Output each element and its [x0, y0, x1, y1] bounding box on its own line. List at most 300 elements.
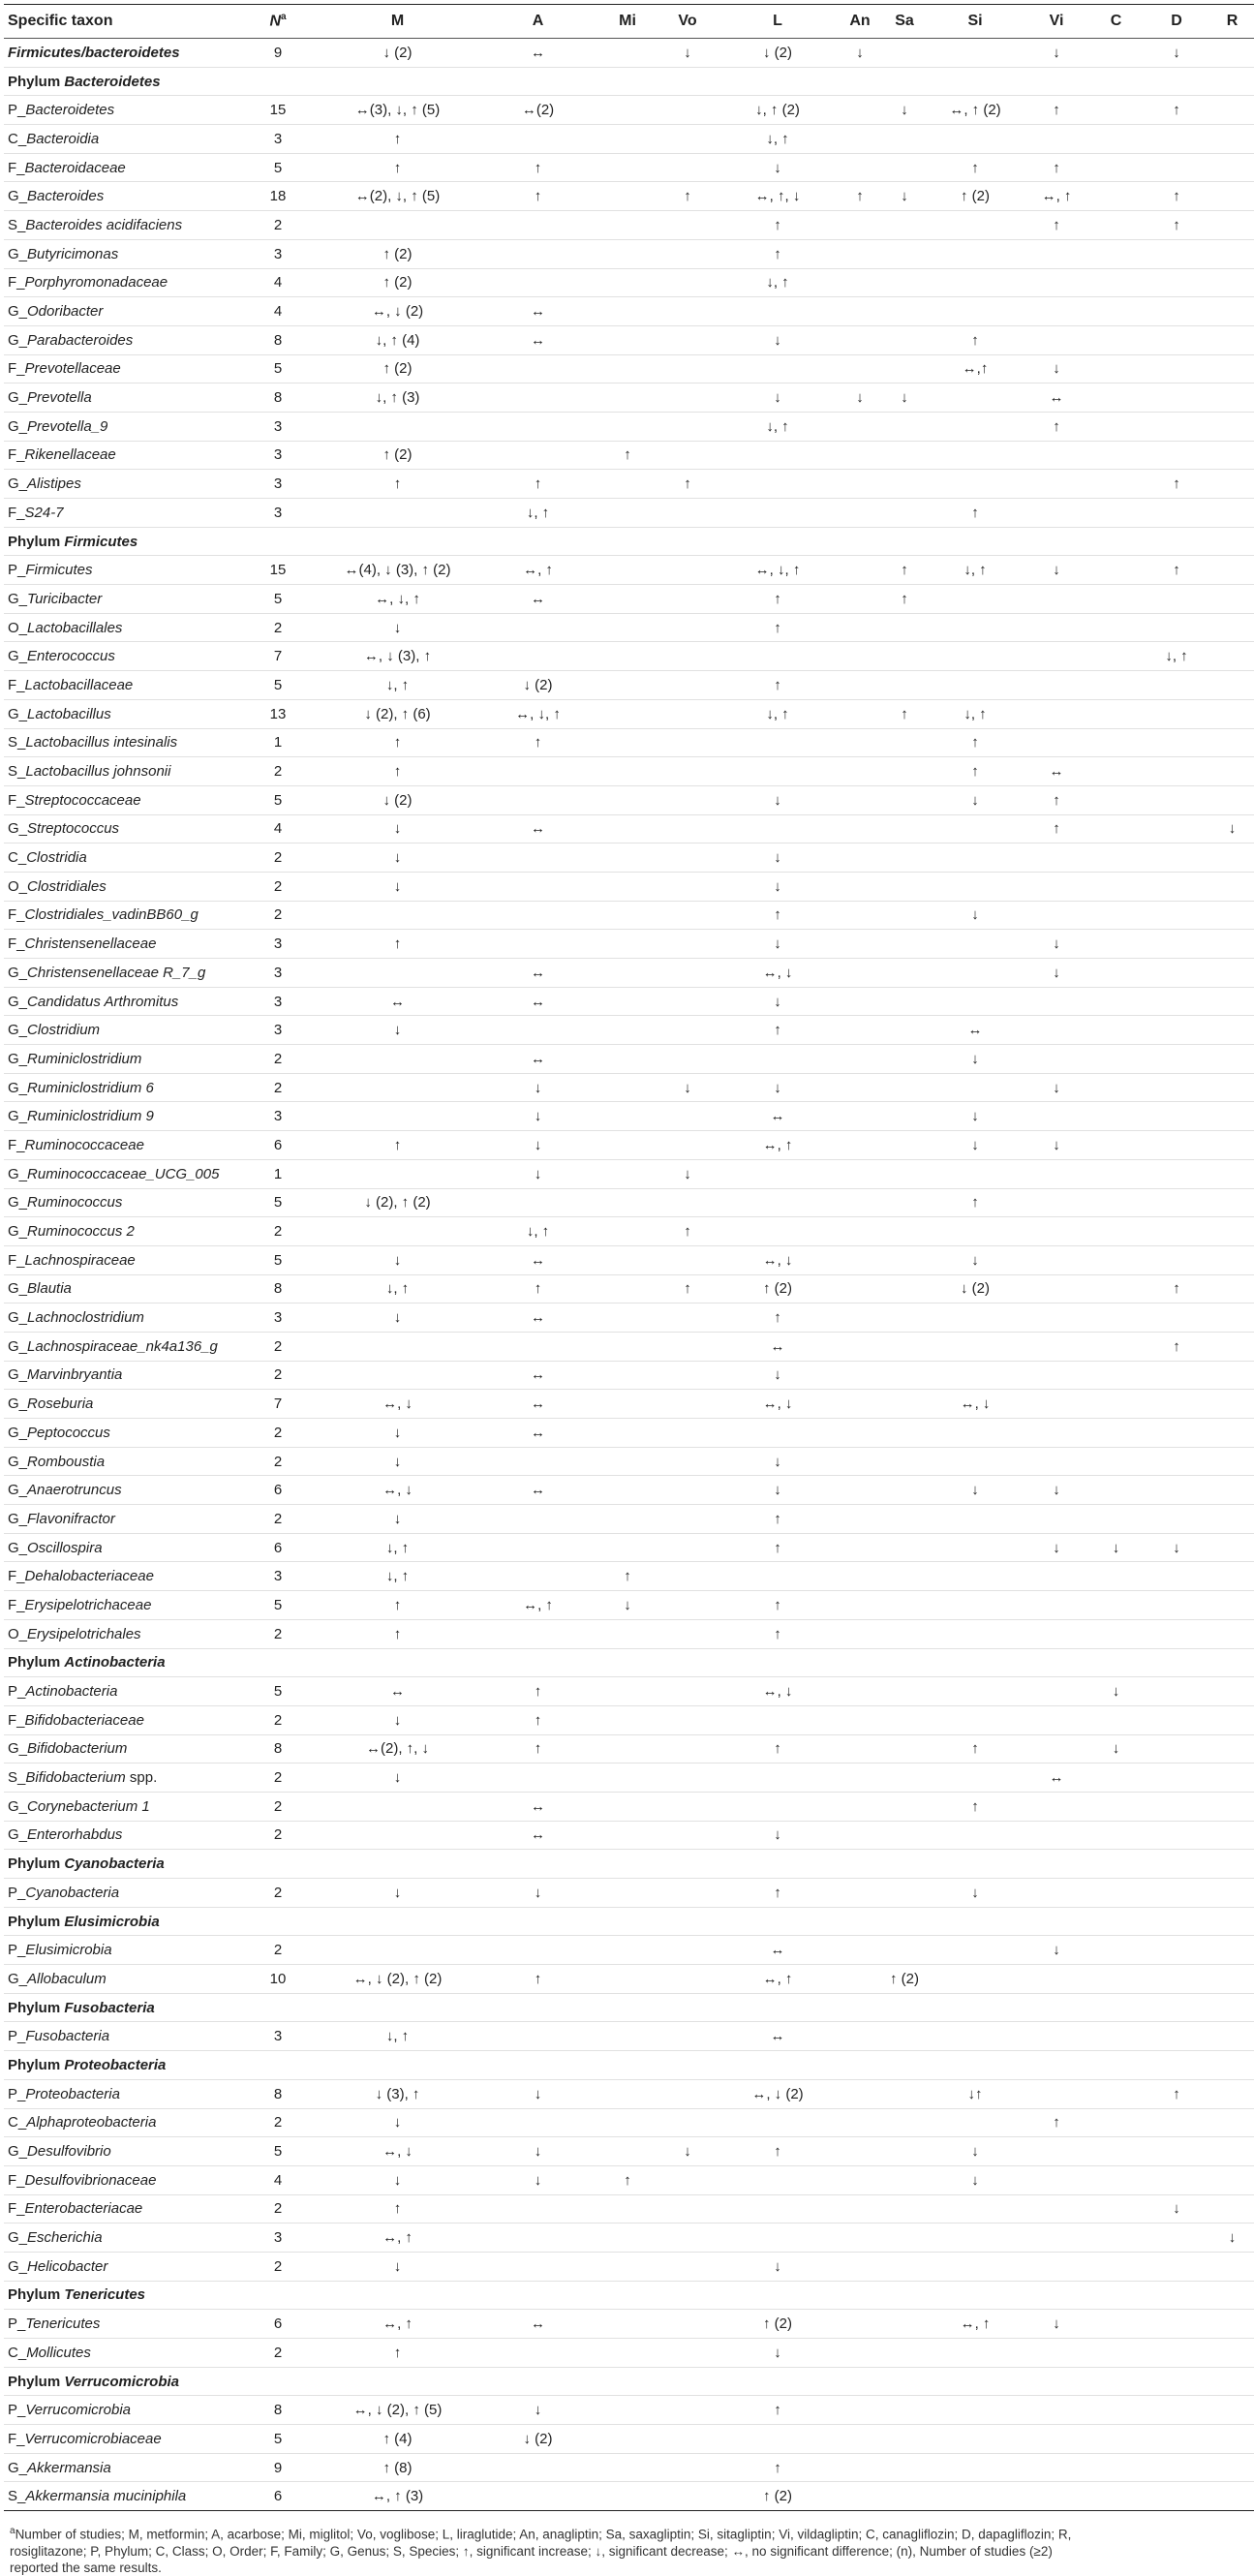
taxon-prefix: F_ [8, 2200, 25, 2218]
effect-cell-sa [882, 2223, 927, 2253]
effect-cell-d [1143, 1705, 1210, 1734]
phylum-name [4, 1907, 239, 1936]
effect-cell-m [317, 1936, 478, 1965]
effect-cell-sa [882, 1763, 927, 1793]
col-header-c: C [1089, 5, 1143, 39]
effect-cell-l: ↓, ↑ [718, 412, 838, 441]
effect-cell-l: ↓, ↑ [718, 125, 838, 154]
effect-cell-mi [597, 96, 658, 125]
taxon-prefix: G_ [8, 1395, 28, 1413]
effect-cell-si: ↑ [927, 1734, 1024, 1763]
effect-cell-a: ↔ [478, 1390, 597, 1419]
effect-cell-vi: ↑ [1024, 785, 1089, 814]
taxon-label: Lachnospiraceae [24, 1251, 136, 1269]
effect-cell-mi [597, 1734, 658, 1763]
effect-cell-sa [882, 2396, 927, 2425]
taxon-label: Ruminiclostridium 9 [27, 1108, 154, 1125]
taxon-prefix: O_ [8, 619, 28, 636]
phylum-name [4, 2367, 239, 2396]
effect-cell-vo [658, 125, 718, 154]
effect-cell-mi [597, 1102, 658, 1131]
col-header-r: R [1210, 5, 1254, 39]
effect-cell-c [1089, 728, 1143, 757]
effect-cell-vo [658, 814, 718, 843]
taxon-name [4, 412, 239, 441]
effect-cell-l [718, 1763, 838, 1793]
effect-cell-si [927, 383, 1024, 413]
effect-cell-an [838, 1879, 882, 1908]
effect-cell-r [1210, 1763, 1254, 1793]
effect-cell-vo [658, 441, 718, 470]
effect-cell-sa [882, 1045, 927, 1074]
effect-cell-mi [597, 383, 658, 413]
effect-cell-vo [658, 2194, 718, 2223]
taxon-prefix: G_ [8, 1022, 28, 1039]
effect-cell-a: ↓ [478, 2396, 597, 2425]
table-row [4, 2310, 1254, 2339]
phylum-header-row [4, 2281, 1254, 2310]
effect-cell-vi [1024, 1245, 1089, 1274]
effect-cell-l: ↑ [718, 2453, 838, 2482]
effect-cell-l: ↑ (2) [718, 2482, 838, 2511]
effect-cell-mi: ↓ [597, 1591, 658, 1620]
table-row [4, 1879, 1254, 1908]
effect-cell-m: ↑ [317, 757, 478, 786]
effect-cell-vi [1024, 1562, 1089, 1591]
effect-cell-a: ↔ [478, 1792, 597, 1821]
effect-cell-mi [597, 1419, 658, 1448]
effect-cell-l: ↑ [718, 901, 838, 930]
effect-cell-d [1143, 1936, 1210, 1965]
effect-cell-d [1143, 2425, 1210, 2454]
study-count-cell: 8 [239, 1734, 317, 1763]
effect-cell-sa [882, 2425, 927, 2454]
effect-cell-a [478, 843, 597, 873]
effect-cell-a [478, 2339, 597, 2368]
study-count-cell: 5 [239, 1245, 317, 1274]
taxon-label: Streptococcus [27, 820, 120, 838]
effect-cell-an [838, 1274, 882, 1303]
taxon-name [4, 785, 239, 814]
effect-cell-vi [1024, 1792, 1089, 1821]
effect-cell-vi [1024, 1879, 1089, 1908]
effect-cell-vi [1024, 499, 1089, 528]
effect-cell-sa [882, 354, 927, 383]
table-row [4, 901, 1254, 930]
effect-cell-m: ↓, ↑ (4) [317, 325, 478, 354]
effect-cell-si [927, 987, 1024, 1016]
effect-cell-si [927, 2252, 1024, 2281]
effect-cell-mi [597, 1332, 658, 1361]
effect-cell-a [478, 354, 597, 383]
effect-cell-d [1143, 959, 1210, 988]
effect-cell-si [927, 2396, 1024, 2425]
effect-cell-c [1089, 843, 1143, 873]
effect-cell-a: ↔ [478, 1245, 597, 1274]
table-row [4, 1591, 1254, 1620]
effect-cell-m: ↓, ↑ (3) [317, 383, 478, 413]
effect-cell-mi [597, 1188, 658, 1217]
effect-cell-d [1143, 843, 1210, 873]
effect-cell-c [1089, 556, 1143, 585]
table-row [4, 2223, 1254, 2253]
effect-cell-mi [597, 1677, 658, 1706]
study-count-cell: 5 [239, 785, 317, 814]
effect-cell-vo [658, 1879, 718, 1908]
effect-cell-c [1089, 642, 1143, 671]
effect-cell-si [927, 1965, 1024, 1994]
taxon-label: Mollicutes [26, 2344, 91, 2361]
effect-cell-an [838, 872, 882, 901]
effect-cell-vi [1024, 2453, 1089, 2482]
effect-cell-d [1143, 2022, 1210, 2051]
effect-cell-a [478, 757, 597, 786]
effect-cell-r [1210, 671, 1254, 700]
effect-cell-d [1143, 872, 1210, 901]
effect-cell-vo [658, 728, 718, 757]
effect-cell-m: ↓ [317, 1016, 478, 1045]
effect-cell-mi [597, 2396, 658, 2425]
effect-cell-sa [882, 325, 927, 354]
effect-cell-r [1210, 2396, 1254, 2425]
effect-cell-r [1210, 1879, 1254, 1908]
effect-cell-vi: ↑ [1024, 2108, 1089, 2137]
effect-cell-l: ↑ [718, 239, 838, 268]
effect-cell-l [718, 1419, 838, 1448]
effect-cell-sa [882, 1102, 927, 1131]
table-row [4, 699, 1254, 728]
taxon-prefix: G_ [8, 1194, 28, 1211]
effect-cell-l [718, 441, 838, 470]
taxon-name [4, 1159, 239, 1188]
table-row [4, 1131, 1254, 1160]
effect-cell-sa: ↓ [882, 96, 927, 125]
effect-cell-r [1210, 1505, 1254, 1534]
effect-cell-d: ↓ [1143, 39, 1210, 68]
effect-cell-vi [1024, 1505, 1089, 1534]
taxon-label: Clostridia [26, 849, 87, 867]
taxon-prefix: F_ [8, 274, 25, 291]
effect-cell-c [1089, 2482, 1143, 2511]
study-count-cell: 3 [239, 1562, 317, 1591]
effect-cell-l [718, 728, 838, 757]
effect-cell-sa [882, 1303, 927, 1333]
taxon-name [4, 1274, 239, 1303]
effect-cell-an [838, 297, 882, 326]
col-header-m: M [317, 5, 478, 39]
effect-cell-c [1089, 1476, 1143, 1505]
effect-cell-d [1143, 1245, 1210, 1274]
effect-cell-a: ↔ [478, 1361, 597, 1390]
effect-cell-l: ↓ [718, 843, 838, 873]
effect-cell-c [1089, 2223, 1143, 2253]
phylum-row-filler [239, 2281, 1254, 2310]
study-count-cell: 3 [239, 499, 317, 528]
effect-cell-c [1089, 2425, 1143, 2454]
taxon-name [4, 1245, 239, 1274]
effect-cell-mi [597, 1619, 658, 1648]
effect-cell-a [478, 441, 597, 470]
effect-cell-l [718, 1159, 838, 1188]
effect-cell-vi: ↓ [1024, 1073, 1089, 1102]
effect-cell-l: ↓ (2) [718, 39, 838, 68]
effect-cell-mi: ↑ [597, 1562, 658, 1591]
effect-cell-m: ↔, ↓ [317, 1390, 478, 1419]
taxon-label: Odoribacter [27, 303, 104, 321]
taxon-label: Romboustia [27, 1453, 106, 1470]
effect-cell-vo [658, 1361, 718, 1390]
effect-cell-an [838, 2482, 882, 2511]
study-count-cell: 8 [239, 383, 317, 413]
effect-cell-sa [882, 1705, 927, 1734]
taxon-label: Fusobacteria [64, 1999, 155, 2016]
effect-cell-d: ↑ [1143, 556, 1210, 585]
effect-cell-mi [597, 1447, 658, 1476]
taxon-label: Clostridiales [27, 877, 107, 895]
taxon-name [4, 470, 239, 499]
effect-cell-d [1143, 1879, 1210, 1908]
effect-cell-vi [1024, 1102, 1089, 1131]
effect-cell-c [1089, 1936, 1143, 1965]
effect-cell-vo [658, 2482, 718, 2511]
taxon-prefix: G_ [8, 648, 28, 665]
effect-cell-vi: ↓ [1024, 930, 1089, 959]
effect-cell-l: ↑ [718, 1505, 838, 1534]
study-count-cell: 2 [239, 211, 317, 240]
effect-cell-sa [882, 814, 927, 843]
phylum-row-filler [239, 527, 1254, 556]
effect-cell-an [838, 211, 882, 240]
effect-cell-a [478, 2108, 597, 2137]
effect-cell-m: ↔(2), ↓, ↑ (5) [317, 182, 478, 211]
col-header-mi: Mi [597, 5, 658, 39]
study-count-cell: 2 [239, 1045, 317, 1074]
effect-cell-vi [1024, 2022, 1089, 2051]
effect-cell-sa [882, 412, 927, 441]
effect-cell-sa [882, 901, 927, 930]
taxon-prefix: Phylum [8, 2286, 65, 2304]
effect-cell-an [838, 987, 882, 1016]
taxon-label: Proteobacteria [64, 2056, 167, 2073]
taxon-label: Prevotella_9 [27, 417, 108, 435]
table-row [4, 383, 1254, 413]
effect-cell-d [1143, 239, 1210, 268]
effect-cell-mi [597, 1821, 658, 1850]
effect-cell-m: ↑ (4) [317, 2425, 478, 2454]
effect-cell-l: ↑ [718, 1619, 838, 1648]
effect-cell-l [718, 2223, 838, 2253]
effect-cell-vo [658, 1677, 718, 1706]
effect-cell-si [927, 1763, 1024, 1793]
table-row [4, 1045, 1254, 1074]
effect-cell-an [838, 1045, 882, 1074]
taxon-name [4, 671, 239, 700]
table-row [4, 2194, 1254, 2223]
effect-cell-c [1089, 1965, 1143, 1994]
effect-cell-m: ↔, ↑ [317, 2310, 478, 2339]
phylum-header-row [4, 1907, 1254, 1936]
taxon-name [4, 2194, 239, 2223]
effect-cell-m: ↓ (2), ↑ (2) [317, 1188, 478, 1217]
effect-cell-l [718, 1562, 838, 1591]
effect-cell-m: ↓ [317, 1303, 478, 1333]
effect-cell-l [718, 814, 838, 843]
study-count-cell: 3 [239, 1102, 317, 1131]
effect-cell-vo [658, 211, 718, 240]
taxon-label: Allobaculum [27, 1970, 107, 1987]
effect-cell-m [317, 901, 478, 930]
effect-cell-sa [882, 1073, 927, 1102]
effect-cell-vo [658, 96, 718, 125]
effect-cell-c [1089, 412, 1143, 441]
taxon-label: Verrucomicrobia [64, 2373, 180, 2390]
effect-cell-r [1210, 211, 1254, 240]
effect-cell-r [1210, 785, 1254, 814]
effect-cell-si [927, 1821, 1024, 1850]
effect-cell-si [927, 1073, 1024, 1102]
effect-cell-vi [1024, 1217, 1089, 1246]
effect-cell-vo [658, 699, 718, 728]
study-count-cell: 3 [239, 1303, 317, 1333]
taxon-label: Actinobacteria [64, 1654, 166, 1671]
effect-cell-an [838, 1505, 882, 1534]
taxon-name [4, 1332, 239, 1361]
effect-cell-l [718, 297, 838, 326]
effect-cell-a: ↔, ↑ [478, 1591, 597, 1620]
effect-cell-c [1089, 930, 1143, 959]
effect-cell-a [478, 1533, 597, 1562]
effect-cell-si [927, 1159, 1024, 1188]
effect-cell-a: ↑ [478, 1274, 597, 1303]
effect-cell-vi [1024, 1390, 1089, 1419]
effect-cell-c [1089, 1562, 1143, 1591]
effect-cell-d [1143, 1792, 1210, 1821]
effect-cell-mi [597, 556, 658, 585]
taxon-prefix: G_ [8, 2229, 28, 2247]
effect-cell-l: ↑ [718, 211, 838, 240]
effect-cell-mi [597, 959, 658, 988]
effect-cell-c [1089, 470, 1143, 499]
effect-cell-si: ↓ [927, 1045, 1024, 1074]
taxon-label: Ruminococcus 2 [27, 1223, 135, 1241]
effect-cell-an [838, 2339, 882, 2368]
taxon-prefix: G_ [8, 1309, 28, 1327]
effect-cell-mi [597, 987, 658, 1016]
taxon-prefix: F_ [8, 159, 25, 176]
effect-cell-an [838, 153, 882, 182]
study-count-cell: 2 [239, 1505, 317, 1534]
study-count-cell: 9 [239, 2453, 317, 2482]
effect-cell-mi [597, 785, 658, 814]
effect-cell-si [927, 671, 1024, 700]
effect-cell-l: ↔ [718, 2022, 838, 2051]
phylum-header-row [4, 2051, 1254, 2080]
taxon-prefix: P_ [8, 2402, 26, 2419]
effect-cell-sa [882, 2137, 927, 2166]
effect-cell-an [838, 1188, 882, 1217]
effect-cell-vi: ↓ [1024, 959, 1089, 988]
effect-cell-si [927, 2339, 1024, 2368]
effect-cell-m: ↔(4), ↓ (3), ↑ (2) [317, 556, 478, 585]
effect-cell-si: ↓ [927, 2165, 1024, 2194]
effect-cell-an [838, 1705, 882, 1734]
effect-cell-l [718, 1705, 838, 1734]
effect-cell-c [1089, 987, 1143, 1016]
taxon-name [4, 2425, 239, 2454]
study-count-cell: 4 [239, 297, 317, 326]
effect-cell-vo: ↑ [658, 182, 718, 211]
effect-cell-vi [1024, 901, 1089, 930]
effect-cell-mi [597, 1705, 658, 1734]
effect-cell-an [838, 2396, 882, 2425]
effect-cell-a [478, 642, 597, 671]
effect-cell-d [1143, 1476, 1210, 1505]
effect-cell-vi: ↔ [1024, 383, 1089, 413]
effect-cell-sa [882, 959, 927, 988]
effect-cell-sa [882, 987, 927, 1016]
taxon-label: Cyanobacteria [25, 1884, 120, 1901]
study-count-cell: 1 [239, 728, 317, 757]
study-count-cell: 2 [239, 1332, 317, 1361]
effect-cell-si [927, 613, 1024, 642]
footnote-mark: a [10, 2526, 15, 2537]
effect-cell-d [1143, 1619, 1210, 1648]
table-row [4, 354, 1254, 383]
taxon-name [4, 2339, 239, 2368]
taxon-label: Bacteroidaceae [24, 159, 126, 176]
effect-cell-si: ↓ [927, 785, 1024, 814]
taxon-label: Blautia [27, 1280, 72, 1298]
taxon-prefix: Phylum [8, 533, 65, 550]
effect-cell-c [1089, 1188, 1143, 1217]
taxon-label: Akkermansia [27, 2459, 111, 2476]
effect-cell-d [1143, 2252, 1210, 2281]
effect-cell-d [1143, 901, 1210, 930]
effect-cell-d [1143, 699, 1210, 728]
effect-cell-a: ↓ (2) [478, 2425, 597, 2454]
study-count-cell: 2 [239, 2339, 317, 2368]
taxon-label: Roseburia [27, 1395, 94, 1413]
taxon-label: Anaerotruncus [27, 1482, 122, 1499]
effect-cell-a: ↓, ↑ [478, 1217, 597, 1246]
effect-cell-mi [597, 239, 658, 268]
taxon-name [4, 1677, 239, 1706]
effect-cell-sa [882, 297, 927, 326]
effect-cell-vo [658, 412, 718, 441]
effect-cell-d [1143, 268, 1210, 297]
effect-cell-d [1143, 930, 1210, 959]
phylum-name [4, 527, 239, 556]
effect-cell-m: ↑ [317, 1131, 478, 1160]
effect-cell-m [317, 1073, 478, 1102]
effect-cell-r [1210, 728, 1254, 757]
effect-cell-a: ↔, ↓, ↑ [478, 699, 597, 728]
effect-cell-a: ↑ [478, 1734, 597, 1763]
effect-cell-vo [658, 499, 718, 528]
effect-cell-r [1210, 1677, 1254, 1706]
effect-cell-r [1210, 1303, 1254, 1333]
taxon-name [4, 1447, 239, 1476]
effect-cell-an [838, 441, 882, 470]
effect-cell-d: ↑ [1143, 96, 1210, 125]
table-row [4, 1533, 1254, 1562]
effect-cell-m: ↔ [317, 987, 478, 1016]
effect-cell-a: ↓ [478, 1879, 597, 1908]
effect-cell-a [478, 1447, 597, 1476]
effect-cell-an [838, 354, 882, 383]
taxon-label: Lactobacillus [27, 705, 111, 722]
effect-cell-d: ↑ [1143, 2079, 1210, 2108]
